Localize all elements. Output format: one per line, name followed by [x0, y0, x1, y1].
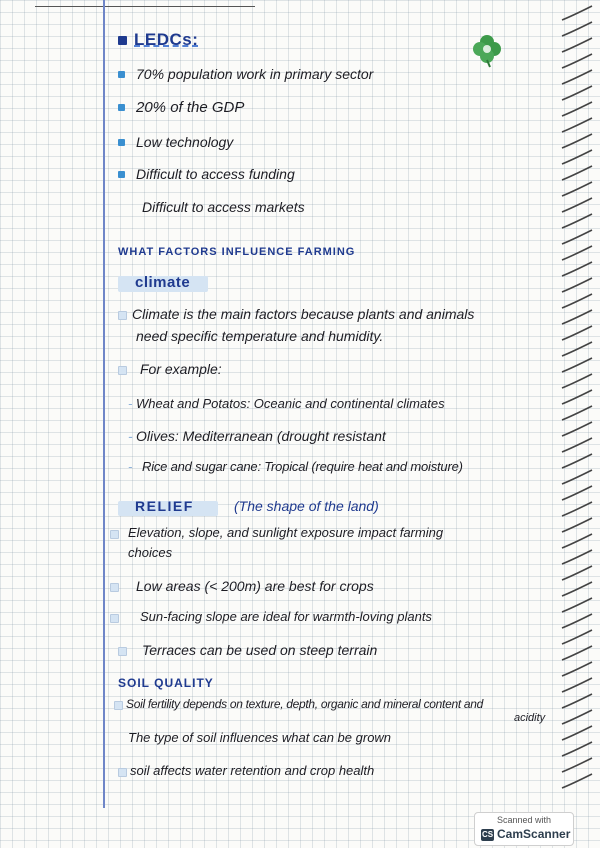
spiral-ring: [562, 566, 592, 580]
clover-sticker-icon: [468, 30, 506, 68]
spiral-ring: [562, 470, 592, 484]
example-label: For example:: [140, 361, 222, 377]
spiral-ring: [562, 374, 592, 388]
spiral-ring: [562, 662, 592, 676]
spiral-ring: [562, 710, 592, 724]
scanned-with-label: Scanned with: [496, 815, 552, 825]
spiral-ring: [562, 214, 592, 228]
spiral-ring: [562, 598, 592, 612]
relief-point-text: Terraces can be used on steep terrain: [142, 642, 378, 658]
camscanner-brand: CamScanner: [497, 827, 571, 841]
ledcs-item-text: Low technology: [136, 134, 234, 150]
spiral-ring: [562, 102, 592, 116]
dash-icon: -: [128, 396, 133, 411]
spiral-ring: [562, 166, 592, 180]
spiral-ring: [562, 486, 592, 500]
spiral-ring: [562, 678, 592, 692]
bullet-icon: [118, 104, 125, 111]
spiral-ring: [562, 182, 592, 196]
bullet-icon: [118, 139, 125, 146]
spiral-ring: [562, 518, 592, 532]
climate-desc-line: need specific temperature and humidity.: [136, 328, 384, 344]
spiral-ring: [562, 646, 592, 660]
relief-desc-line: Elevation, slope, and sunlight exposure impact farming: [128, 525, 444, 540]
spiral-ring: [562, 134, 592, 148]
example-text: Olives: Mediterranean (drought resistant: [136, 428, 386, 444]
spiral-ring: [562, 534, 592, 548]
climate-desc-line: Climate is the main factors because plants and animals: [132, 306, 475, 322]
bullet-icon: [118, 71, 125, 78]
spiral-ring: [562, 278, 592, 292]
spiral-ring: [562, 422, 592, 436]
relief-point-text: Sun-facing slope are ideal for warmth-loving plants: [140, 609, 432, 624]
bullet-icon: [118, 768, 127, 777]
spiral-ring: [562, 774, 592, 788]
example-text: Wheat and Potatos: Oceanic and continental climates: [136, 396, 445, 411]
spiral-ring: [562, 694, 592, 708]
spiral-ring: [562, 150, 592, 164]
spiral-ring: [562, 550, 592, 564]
spiral-ring: [562, 246, 592, 260]
bullet-icon: [110, 583, 119, 592]
spiral-ring: [562, 502, 592, 516]
spiral-ring: [562, 454, 592, 468]
spiral-ring: [562, 582, 592, 596]
spiral-ring: [562, 406, 592, 420]
margin-line: [103, 0, 105, 808]
camscanner-logo-icon: CS: [481, 830, 494, 839]
spiral-ring: [562, 54, 592, 68]
spiral-ring: [562, 294, 592, 308]
relief-title: RELIEF: [135, 498, 194, 514]
spiral-binding: [552, 0, 600, 790]
bullet-icon: [118, 311, 127, 320]
top-edge: [35, 0, 255, 7]
spiral-ring: [562, 614, 592, 628]
ledcs-item-text: 20% of the GDP: [136, 99, 245, 116]
ledcs-item-text: Difficult to access markets: [142, 199, 305, 215]
spiral-ring: [562, 758, 592, 772]
bullet-icon: [118, 366, 127, 375]
spiral-ring: [562, 438, 592, 452]
dash-icon: -: [128, 459, 133, 474]
spiral-ring: [562, 742, 592, 756]
climate-title: climate: [135, 274, 191, 291]
spiral-ring: [562, 262, 592, 276]
spiral-ring: [562, 230, 592, 244]
scanner-watermark: [474, 812, 574, 846]
spiral-ring: [562, 38, 592, 52]
soil-title: SOIL QUALITY: [118, 676, 214, 690]
relief-subtitle: (The shape of the land): [234, 498, 379, 514]
spiral-ring: [562, 22, 592, 36]
spiral-ring: [562, 198, 592, 212]
spiral-ring: [562, 358, 592, 372]
spiral-ring: [562, 6, 592, 20]
relief-desc-line: choices: [128, 545, 173, 560]
spiral-ring: [562, 390, 592, 404]
relief-point-text: Low areas (< 200m) are best for crops: [136, 578, 374, 594]
bullet-icon: [118, 171, 125, 178]
soil-text: The type of soil influences what can be grown: [128, 730, 392, 745]
ledcs-title: LEDCs:: [134, 30, 199, 49]
spiral-ring: [562, 70, 592, 84]
spiral-ring: [562, 726, 592, 740]
bullet-icon: [118, 36, 127, 45]
spiral-ring: [562, 310, 592, 324]
soil-text: soil affects water retention and crop health: [130, 763, 375, 778]
bullet-icon: [110, 530, 119, 539]
bullet-icon: [114, 701, 123, 710]
ledcs-item-text: Difficult to access funding: [136, 166, 295, 182]
spiral-ring: [562, 118, 592, 132]
soil-text-continued: acidity: [514, 712, 546, 724]
factors-heading: WHAT FACTORS INFLUENCE FARMING: [118, 246, 356, 258]
spiral-ring: [562, 630, 592, 644]
dash-icon: -: [128, 428, 133, 444]
spiral-ring: [562, 326, 592, 340]
example-text: Rice and sugar cane: Tropical (require heat and moisture): [142, 459, 463, 474]
ledcs-item-text: 70% population work in primary sector: [136, 66, 374, 82]
bullet-icon: [110, 614, 119, 623]
spiral-ring: [562, 342, 592, 356]
soil-text: Soil fertility depends on texture, depth, organic and mineral content and: [126, 697, 484, 711]
spiral-ring: [562, 86, 592, 100]
bullet-icon: [118, 647, 127, 656]
